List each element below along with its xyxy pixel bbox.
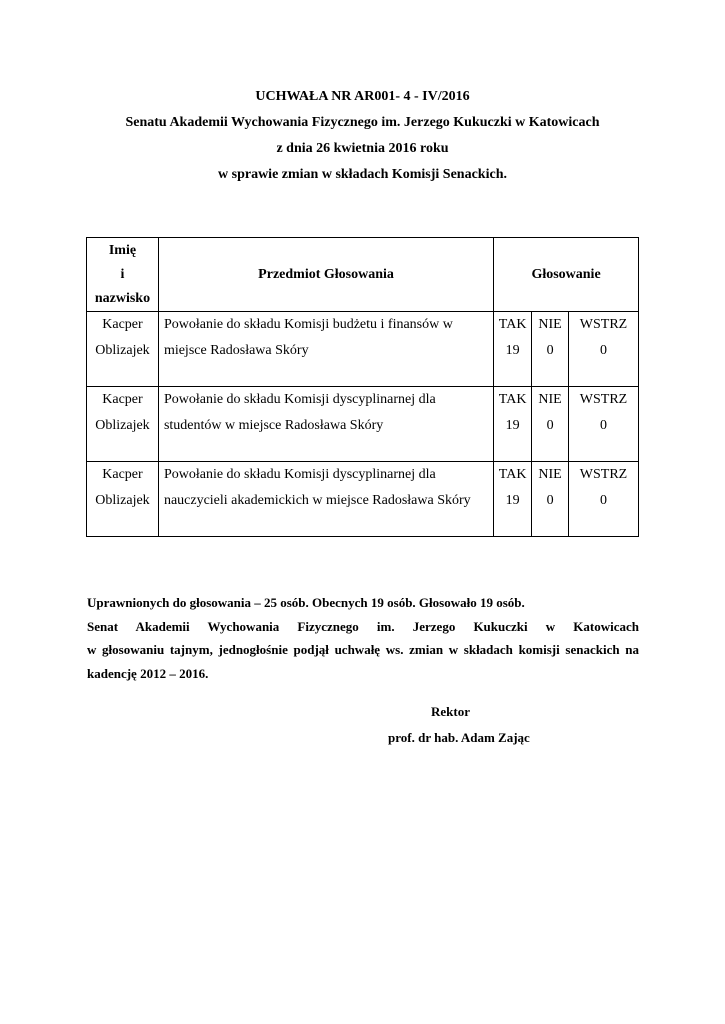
candidate-name: Kacper Oblizajek xyxy=(87,462,159,537)
issuing-body: Senatu Akademii Wychowania Fizycznego im. Jerzego Kukuczki w Katowicach xyxy=(125,115,600,130)
document-header xyxy=(0,84,725,188)
vote-abstain: WSTRZ 0 xyxy=(569,312,639,387)
resolution-number: UCHWAŁA NR AR001- 4 - IV/2016 xyxy=(255,89,470,104)
voting-table xyxy=(86,237,639,537)
resolution-date: z dnia 26 kwietnia 2016 roku xyxy=(276,141,449,156)
resolution-summary xyxy=(87,591,639,685)
term-line: kadencję 2012 – 2016. xyxy=(87,665,209,681)
signatory-title: Rektor xyxy=(431,704,470,719)
table-row xyxy=(87,312,639,387)
vote-subject: Powołanie do składu Komisji budżetu i finansów w miejsce Radosława Skóry xyxy=(158,312,493,387)
vote-subject: Powołanie do składu Komisji dyscyplinarnej dla studentów w miejsce Radosława Skóry xyxy=(158,387,493,462)
vote-yes: TAK 19 xyxy=(494,387,532,462)
attendance-line: Uprawnionych do głosowania – 25 osób. Obecnych 19 osób. Głosowało 19 osób. xyxy=(87,595,525,610)
senate-line: Senat Akademii Wychowania Fizycznego im. Jerzego Kukuczki w Katowicach xyxy=(87,618,639,634)
table-row xyxy=(87,387,639,462)
vote-yes: TAK 19 xyxy=(494,312,532,387)
table-header-row xyxy=(87,238,639,312)
vote-no: NIE 0 xyxy=(532,387,569,462)
candidate-name: Kacper Oblizajek xyxy=(87,312,159,387)
vote-no: NIE 0 xyxy=(532,462,569,537)
candidate-name: Kacper Oblizajek xyxy=(87,387,159,462)
vote-no: NIE 0 xyxy=(532,312,569,387)
vote-yes: TAK 19 xyxy=(494,462,532,537)
vote-abstain: WSTRZ 0 xyxy=(569,462,639,537)
vote-abstain: WSTRZ 0 xyxy=(569,387,639,462)
vote-subject: Powołanie do składu Komisji dyscyplinarnej dla nauczycieli akademickich w miejsce Radosława Skóry xyxy=(158,462,493,537)
decision-line: w głosowaniu tajnym, jednogłośnie podjął uchwałę ws. zmian w składach komisji senackich na xyxy=(87,642,639,657)
resolution-subject: w sprawie zmian w składach Komisji Senackich. xyxy=(218,167,507,182)
signatory-name: prof. dr hab. Adam Zając xyxy=(388,730,530,745)
header-name: Imię i nazwisko xyxy=(87,238,159,312)
header-subject: Przedmiot Głosowania xyxy=(158,238,493,312)
header-voting: Głosowanie xyxy=(494,238,639,312)
table-row xyxy=(87,462,639,537)
